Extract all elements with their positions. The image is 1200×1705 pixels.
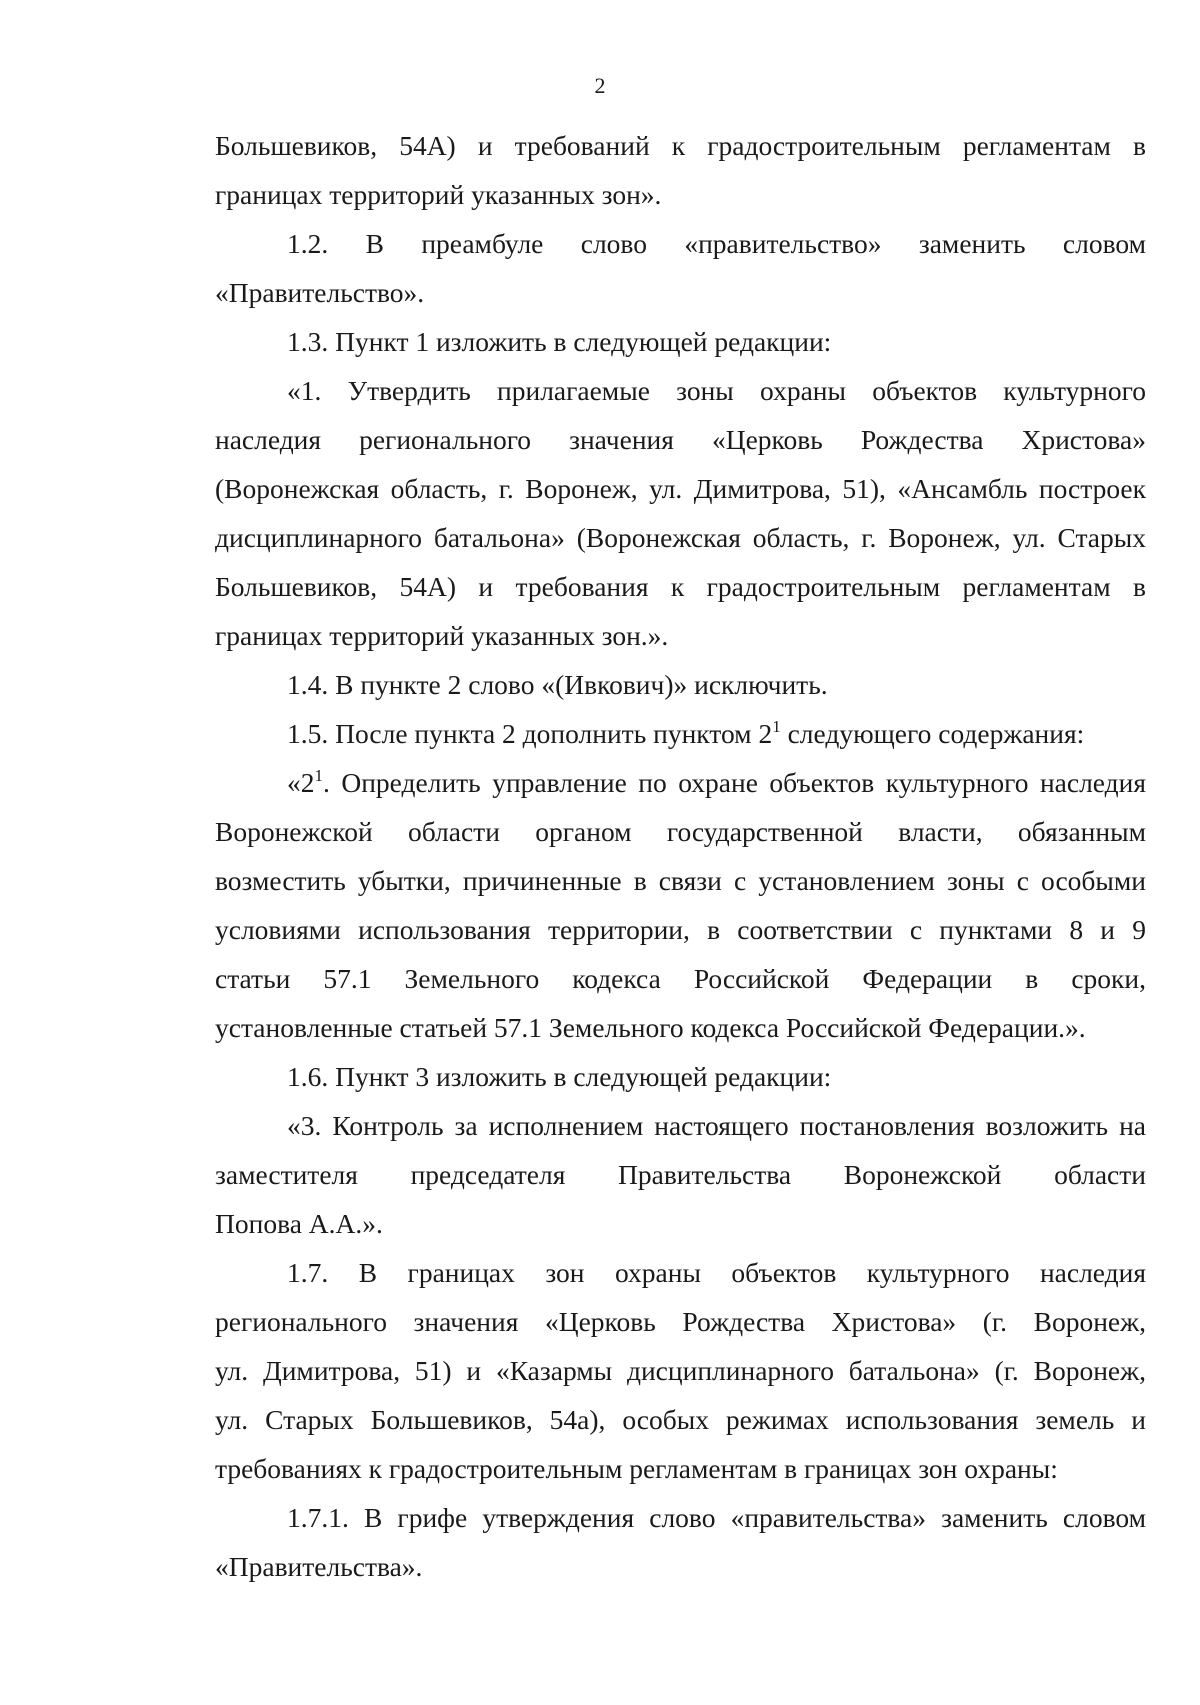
text-line: 1.7. В границах зон охраны объектов культурного наследия: [287, 1257, 1146, 1288]
superscript: 1: [772, 717, 781, 736]
paragraph-quote-item-1: [215, 366, 1146, 660]
text-line: Попова А.А.».: [215, 1208, 383, 1239]
text-line: «1. Утвердить прилагаемые зоны охраны объектов культурного: [287, 375, 1146, 406]
text-line: ул. Димитрова, 51) и «Казармы дисциплинарного батальона» (г. Воронеж,: [215, 1355, 1146, 1386]
text-line: ул. Старых Большевиков, 54а), особых режимах использования земель и: [215, 1404, 1146, 1435]
text-line: установленные статьей 57.1 Земельного кодекса Российской Федерации.».: [215, 1012, 1086, 1043]
text-fragment: 1.5. После пункта 2 дополнить пунктом 2: [287, 718, 773, 749]
text-line: дисциплинарного батальона» (Воронежская область, г. Воронеж, ул. Старых: [215, 522, 1146, 553]
text-line: (Воронежская область, г. Воронеж, ул. Димитрова, 51), «Ансамбль построек: [215, 473, 1146, 504]
paragraph-1-7-1: [215, 1493, 1146, 1591]
text-line: требованиях к градостроительным регламентам в границах зон охраны:: [215, 1453, 1058, 1484]
text-line: 1.2. В преамбуле слово «правительство» заменить словом: [287, 228, 1146, 259]
text-line: границах территорий указанных зон.».: [215, 620, 669, 651]
text-fragment: «2: [287, 767, 315, 798]
text-line: регионального значения «Церковь Рождества Христова» (г. Воронеж,: [215, 1306, 1146, 1337]
paragraph-quote-item-3: [215, 1101, 1146, 1248]
text-line: 1.7.1. В грифе утверждения слово «правительства» заменить словом: [287, 1502, 1146, 1533]
paragraph-1-3: [215, 317, 1146, 366]
text-line: 1.6. Пункт 3 изложить в следующей редакции:: [287, 1061, 832, 1092]
document-body: [215, 121, 1146, 1591]
text-line: границах территорий указанных зон».: [215, 179, 662, 210]
text-line: заместителя председателя Правительства Воронежской области: [215, 1159, 1146, 1190]
superscript: 1: [314, 766, 323, 785]
text-line: Большевиков, 54А) и требования к градостроительным регламентам в: [215, 571, 1146, 602]
paragraph-1-7: [215, 1248, 1146, 1493]
text-line: [215, 758, 1146, 807]
text-line: наследия регионального значения «Церковь Рождества Христова»: [215, 424, 1146, 455]
text-line: «3. Контроль за исполнением настоящего постановления возложить на: [287, 1110, 1146, 1141]
text-line: 1.4. В пункте 2 слово «(Ивкович)» исключить.: [287, 669, 828, 700]
text-line: возместить убытки, причиненные в связи с установлением зоны с особыми: [215, 865, 1146, 896]
paragraph-1-2: [215, 219, 1146, 317]
text-line: Воронежской области органом государственной власти, обязанным: [215, 816, 1146, 847]
paragraph-continuation: [215, 121, 1146, 219]
text-line: [215, 709, 1146, 758]
text-line: 1.3. Пункт 1 изложить в следующей редакции:: [287, 326, 832, 357]
text-line: «Правительство».: [215, 277, 425, 308]
text-line: статьи 57.1 Земельного кодекса Российской Федерации в сроки,: [215, 963, 1146, 994]
text-line: Большевиков, 54А) и требований к градостроительным регламентам в: [215, 130, 1146, 161]
page-number: 2: [594, 73, 606, 98]
paragraph-quote-item-2-1: [215, 758, 1146, 1052]
paragraph-1-6: [215, 1052, 1146, 1101]
paragraph-1-5: [215, 709, 1146, 758]
text-fragment: . Определить управление по охране объектов культурного наследия: [323, 767, 1146, 798]
text-fragment: следующего содержания:: [780, 718, 1085, 749]
text-line: «Правительства».: [215, 1551, 423, 1582]
paragraph-1-4: [215, 660, 1146, 709]
text-line: условиями использования территории, в соответствии с пунктами 8 и 9: [215, 914, 1146, 945]
